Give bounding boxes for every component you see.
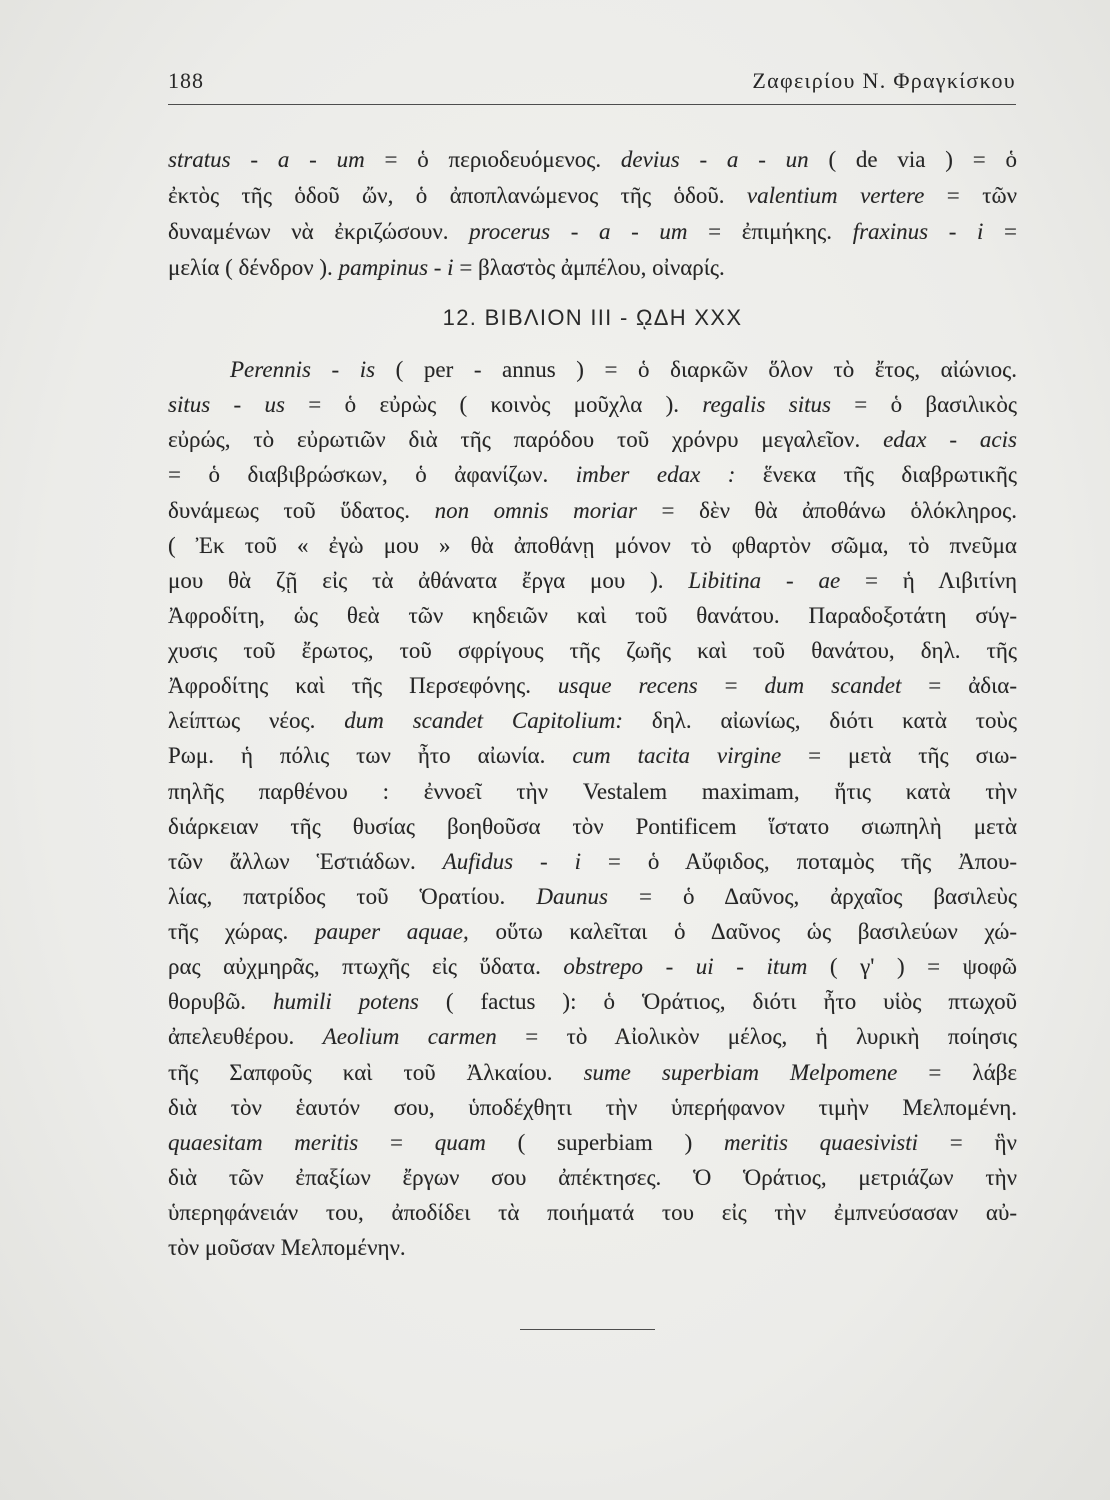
text-run: λίας, πατρίδος τοῦ Ὁρατίου. (168, 883, 537, 909)
text-run: χυσις τοῦ ἔρωτος, τοῦ σφρίγους τῆς ζωῆς καὶ τοῦ θανάτου, δηλ. τῆς (168, 638, 1017, 663)
latin-lemma: valentium vertere (746, 183, 925, 208)
latin-lemma: situs - us (168, 392, 285, 418)
latin-lemma: non omnis moriar (434, 497, 638, 523)
text-run: = τῶν (924, 183, 1017, 208)
text-run: = (983, 219, 1018, 244)
text-run: διάρκειαν τῆς θυσίας βοηθοῦσα τὸν Pontificem ἵστατο σιωπηλὴ μετὰ (168, 813, 1017, 839)
text-line (168, 668, 1017, 703)
text-run: = (697, 673, 765, 699)
latin-lemma: obstrepo - ui - itum (563, 954, 808, 980)
text-line (168, 984, 1017, 1019)
text-run: = δὲν θὰ ἀποθάνω ὁλόκληρος. (637, 497, 1017, 523)
text-line (168, 738, 1017, 773)
latin-lemma: pauper aquae, (314, 919, 469, 944)
running-head (168, 66, 1016, 96)
text-run: ( γ' ) = ψοφῶ (807, 954, 1017, 980)
text-line (168, 949, 1017, 984)
text-run: τὸν μοῦσαν Μελπομένην. (168, 1235, 406, 1261)
text-line (168, 563, 1017, 598)
text-line (168, 387, 1017, 422)
text-run: μελία ( δένδρον ). (168, 255, 339, 280)
latin-lemma: regalis situs (702, 392, 831, 418)
text-line (168, 703, 1017, 738)
latin-lemma: dum scandet Capitolium: (344, 708, 624, 734)
text-line (168, 1125, 1017, 1160)
latin-lemma: usque recens (557, 673, 698, 699)
text-line (168, 1090, 1017, 1125)
text-run: εὐρώς, τὸ εὐρωτιῶν διὰ τῆς παρόδου τοῦ χρόνρυ μεγαλεῖον. (168, 427, 884, 453)
text-run: τῶν ἄλλων Ἑστιάδων. (168, 848, 443, 874)
text-run: μου θὰ ζῇ εἰς τὰ ἀθάνατα ἔργα μου ). (168, 567, 689, 593)
latin-lemma: procerus - a - um (469, 219, 688, 244)
latin-lemma: quaesitam meritis (168, 1129, 359, 1155)
text-line (168, 633, 1017, 668)
header-rule (168, 104, 1016, 105)
text-run: δηλ. αἰωνίως, διότι κατὰ τοὺς (623, 708, 1018, 734)
text-run: δυναμένων νὰ ἐκριζώσουν. (168, 219, 470, 244)
text-run: = ὁ διαβιβρώσκων, ὁ ἀφανίζων. (168, 462, 576, 488)
text-run: θορυβῶ. (168, 989, 273, 1015)
text-run: = ὁ περιοδευόμενος. (364, 147, 621, 172)
text-run: ( per - annus ) = ὁ διαρκῶν ὅλον τὸ ἔτος, αἰώνιος. (375, 357, 1017, 382)
text-run: ( de via ) = ὁ (808, 147, 1017, 172)
text-run: ( superbiam ) (485, 1129, 724, 1155)
latin-lemma: Aufidus - i (442, 848, 581, 874)
text-run: ρας αὐχμηρᾶς, πτωχῆς εἰς ὕδατα. (168, 954, 564, 980)
text-run: = ἡ Λιβιτίνη (840, 567, 1017, 593)
paragraph-ode-xxx-glosses (168, 352, 1017, 1265)
text-run: = τὸ Αἰολικὸν μέλος, ἡ λυρικὴ ποίησις (496, 1024, 1017, 1050)
latin-lemma: stratus - a - um (168, 147, 365, 172)
text-line (168, 422, 1017, 457)
text-run: ἐκτὸς τῆς ὁδοῦ ὤν, ὁ ἀποπλανώμενος τῆς ὁδοῦ. (168, 183, 747, 208)
text-run: = ἣν (918, 1129, 1017, 1155)
text-run: ( factus ): ὁ Ὁράτιος, διότι ἦτο υἱὸς πτωχοῦ (418, 989, 1017, 1015)
latin-lemma: quam (434, 1129, 486, 1155)
latin-lemma: meritis quaesivisti (724, 1129, 919, 1155)
text-run: ( Ἐκ τοῦ « ἐγὼ μου » θὰ ἀποθάνῃ μόνον τὸ φθαρτὸν σῶμα, τὸ πνεῦμα (168, 532, 1017, 558)
latin-lemma: pampinus - i (338, 255, 454, 280)
paragraph-continued-glosses (168, 142, 1017, 286)
text-line (168, 879, 1017, 914)
text-line (168, 914, 1017, 949)
text-run: πηλῆς παρθένου : ἐννοεῖ τὴν Vestalem maximam, ἥτις κατὰ τὴν (168, 778, 1017, 804)
text-run: = ὁ εὐρὼς ( κοινὸς μοῦχλα ). (284, 392, 703, 418)
text-line (168, 250, 1017, 286)
text-line (168, 1160, 1017, 1195)
text-run: διὰ τὸν ἑαυτόν σου, ὑποδέχθητι τὴν ὑπερήφανον τιμὴν Μελπομένη. (168, 1094, 1017, 1120)
text-line (168, 352, 1017, 387)
section-heading: 12. ΒΙΒΛΙΟΝ III - ῼΔΗ XXX (442, 305, 743, 330)
text-line (168, 493, 1017, 528)
text-run: λείπτως νέος. (168, 708, 345, 734)
text-run: = ὁ βασιλικὸς (830, 392, 1018, 418)
text-run: ἀπελευθέρου. (168, 1024, 323, 1050)
text-run: = ὁ Αὔφιδος, ποταμὸς τῆς Ἀπου- (580, 848, 1017, 874)
latin-lemma: dum scandet (764, 673, 902, 699)
text-line (168, 1019, 1017, 1054)
text-run: τῆς χώρας. (168, 919, 315, 944)
latin-lemma: edax - acis (883, 427, 1017, 453)
text-line (168, 598, 1017, 633)
text-run: = (358, 1129, 435, 1155)
text-line (168, 1055, 1017, 1090)
text-line (168, 457, 1017, 492)
end-rule (520, 1329, 655, 1330)
text-run: ὑπερηφάνειάν του, ἀποδίδει τὰ ποιήματά του εἰς τὴν ἐμπνεύσασαν αὐ- (168, 1200, 1017, 1225)
text-run: τῆς Σαπφοῦς καὶ τοῦ Ἀλκαίου. (168, 1059, 584, 1085)
text-run: = βλαστὸς ἀμπέλου, οἰναρίς. (453, 255, 725, 280)
text-line (168, 178, 1017, 214)
text-line (168, 1230, 1017, 1265)
text-run: = ἀδια- (901, 673, 1017, 699)
text-run: ἕνεκα τῆς διαβρωτικῆς (735, 462, 1017, 488)
text-line (168, 809, 1017, 844)
latin-lemma: sume superbiam Melpomene (583, 1059, 898, 1085)
page-number: 188 (168, 68, 204, 93)
text-run: = μετὰ τῆς σιω- (781, 743, 1017, 769)
text-line (168, 844, 1017, 879)
latin-lemma: Perennis - is (230, 357, 376, 382)
text-line (168, 142, 1017, 178)
text-line (168, 1195, 1017, 1230)
text-run: διὰ τῶν ἐπαξίων ἔργων σου ἀπέκτησες. Ὁ Ὁράτιος, μετριάζων τὴν (168, 1164, 1017, 1190)
text-line (168, 528, 1017, 563)
latin-lemma: humili potens (272, 989, 419, 1015)
latin-lemma: cum tacita virgine (572, 743, 782, 769)
latin-lemma: Aeolium carmen (322, 1024, 497, 1050)
text-line (168, 774, 1017, 809)
running-title: Ζαφειρίου Ν. Φραγκίσκου (752, 68, 1016, 93)
text-line (168, 214, 1017, 250)
latin-lemma: fraxinus - i (852, 219, 984, 244)
latin-lemma: devius - a - un (620, 147, 809, 172)
text-run: Ἀφροδίτη, ὡς θεὰ τῶν κηδειῶν καὶ τοῦ θανάτου. Παραδοξοτάτη σύγ- (168, 602, 1017, 628)
latin-lemma: Libitina - ae (688, 567, 841, 593)
text-run: = ἐπιμήκης. (687, 219, 853, 244)
text-run: = λάβε (897, 1059, 1017, 1085)
text-run: Ρωμ. ἡ πόλις των ἦτο αἰωνία. (168, 743, 573, 769)
latin-lemma: imber edax : (575, 462, 736, 488)
text-run: = ὁ Δαῦνος, ἀρχαῖος βασιλεὺς (607, 883, 1017, 909)
latin-lemma: Daunus (536, 883, 608, 909)
text-run: δυνάμεως τοῦ ὕδατος. (168, 497, 435, 523)
text-run: Ἀφροδίτης καὶ τῆς Περσεφόνης. (168, 673, 558, 699)
text-run: οὕτω καλεῖται ὁ Δαῦνος ὡς βασιλεύων χώ- (468, 919, 1017, 944)
